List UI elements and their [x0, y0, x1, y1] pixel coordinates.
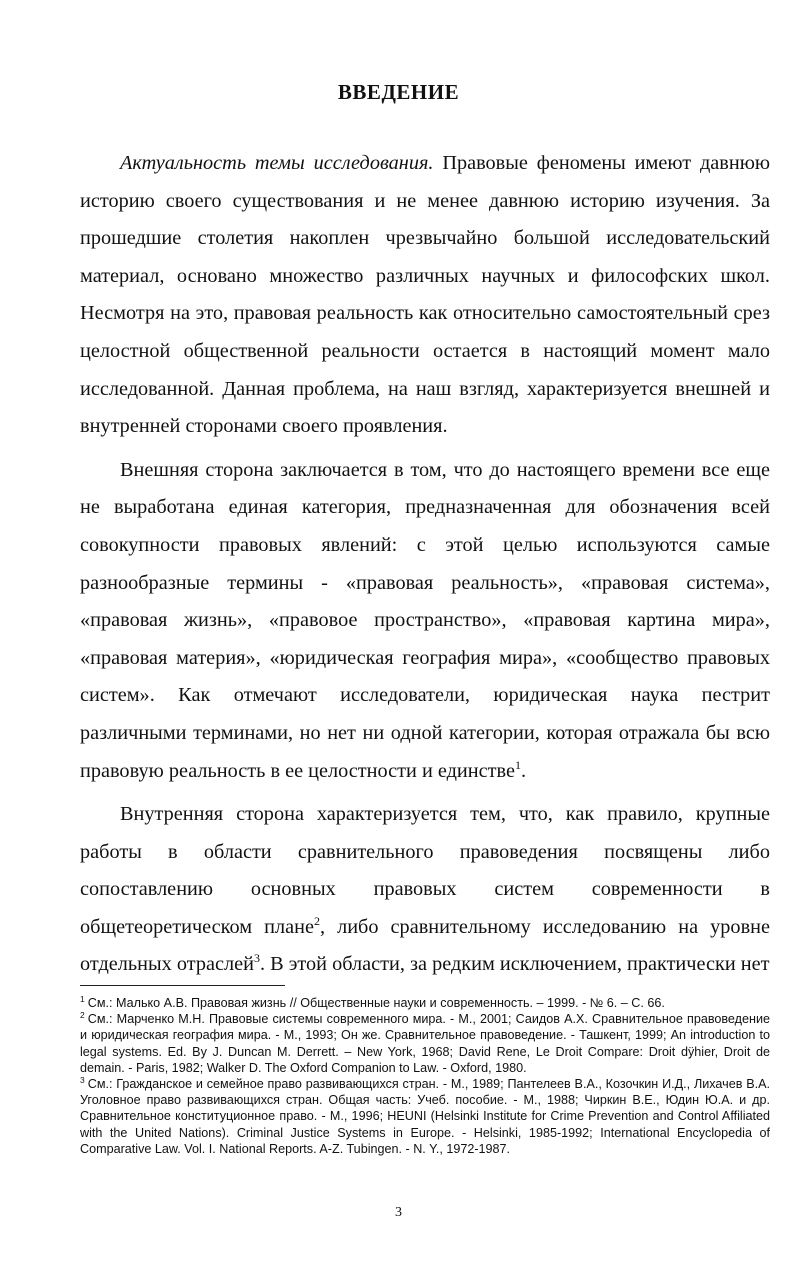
- footnote-ref-3[interactable]: 3: [253, 951, 260, 966]
- footnote-text: См.: Марченко М.Н. Правовые системы современного мира. - М., 2001; Саидов А.Х. Сравнительное правоведение и юридическая география мира. - М., 1993; Он же. Сравнительное правоведение. - Ташкент, 1999; An introduction to legal systems. Ed. By J. Duncan M. Derrett. – New York, 1968; David Rene, Le Droit Compare: Droit dÿhier, Droit de demain. - Paris, 1982; Walker D. The Oxford Companion to Law. - Oxford, 1980.: [80, 1012, 770, 1075]
- footnote-text: См.: Гражданское и семейное право развивающихся стран. - М., 1989; Пантелеев В.А., Козочкин И.Д., Лихачев В.А. Уголовное право развивающихся стран. Общая часть: Учеб. пособие. - М., 1988; Чиркин В.Е., Юдин Ю.А. и др. Сравнительное конституционное право. - М., 1996; HEUNI (Helsinki Institute for Crime Prevention and Control Affiliated with the United Nations). Criminal Justice Systems in Europe. - Helsinki, 1985-1992; International Encyclopedia of Comparative Law. Vol. I. National Reports. A-Z. Tubingen. - N. Y., 1972-1987.: [80, 1077, 770, 1156]
- paragraph-tail: .: [520, 759, 527, 782]
- footnote-separator: [80, 985, 285, 986]
- footnote-mark: 1: [80, 993, 85, 1004]
- paragraph-relevance: [80, 145, 770, 446]
- page-number: 3: [395, 1205, 402, 1220]
- paragraph-lead: Актуальность темы исследования.: [120, 152, 434, 174]
- body-text: [80, 145, 770, 984]
- paragraph-external-side: [80, 452, 770, 790]
- footnote-mark: 2: [80, 1010, 85, 1021]
- footnote-ref-2[interactable]: 2: [313, 914, 320, 929]
- footnote-mark: 3: [80, 1074, 85, 1085]
- paragraph-text: . В этой области, за редким исключением, практически нет: [259, 953, 770, 976]
- page-title: ВВЕДЕНИЕ: [337, 80, 460, 104]
- footnote-1: [80, 995, 770, 1011]
- paragraph-internal-side: [80, 796, 770, 984]
- paragraph-text: , либо сравнительному исследованию на уровне отдельных отраслей: [80, 915, 771, 976]
- footnote-text: См.: Малько А.В. Правовая жизнь // Общественные науки и современность. – 1999. - № 6. – С. 66.: [87, 996, 665, 1010]
- footnote-2: [80, 1011, 770, 1076]
- footnote-3: [80, 1076, 770, 1157]
- paragraph-text: Правовые феномены имеют давнюю историю своего существования и не менее давнюю историю изучения. За прошедшие столетия накоплен чрезвычайно большой исследовательский материал, основано множество различных научных и философских школ. Несмотря на это, правовая реальность как относительно самостоятельный срез целостной общественной реальности остается в настоящий момент мало исследованной. Данная проблема, на наш взгляд, характеризуется внешней и внутренней сторонами своего проявления.: [80, 152, 770, 438]
- footnote-ref-1[interactable]: 1: [514, 757, 521, 772]
- footnotes: [80, 995, 770, 1157]
- paragraph-text: Внешняя сторона заключается в том, что до настоящего времени все еще не выработана единая категория, предназначенная для обозначения всей совокупности правовых явлений: с этой целью используются самые разнообразные термины - «правовая реальность», «правовая система», «правовая жизнь», «правовое пространство», «правовая картина мира», «правовая материя», «юридическая география мира», «сообщество правовых систем». Как отмечают исследователи, юридическая наука пестрит различными терминами, но нет ни одной категории, которая отражала бы всю правовую реальность в ее целостности и единстве: [80, 458, 770, 782]
- paragraph-text: Внутренняя сторона характеризуется тем, что, как правило, крупные работы в области сравнительного правоведения посвящены либо сопоставлению основных правовых систем современности в общетеоретическом плане: [80, 803, 770, 938]
